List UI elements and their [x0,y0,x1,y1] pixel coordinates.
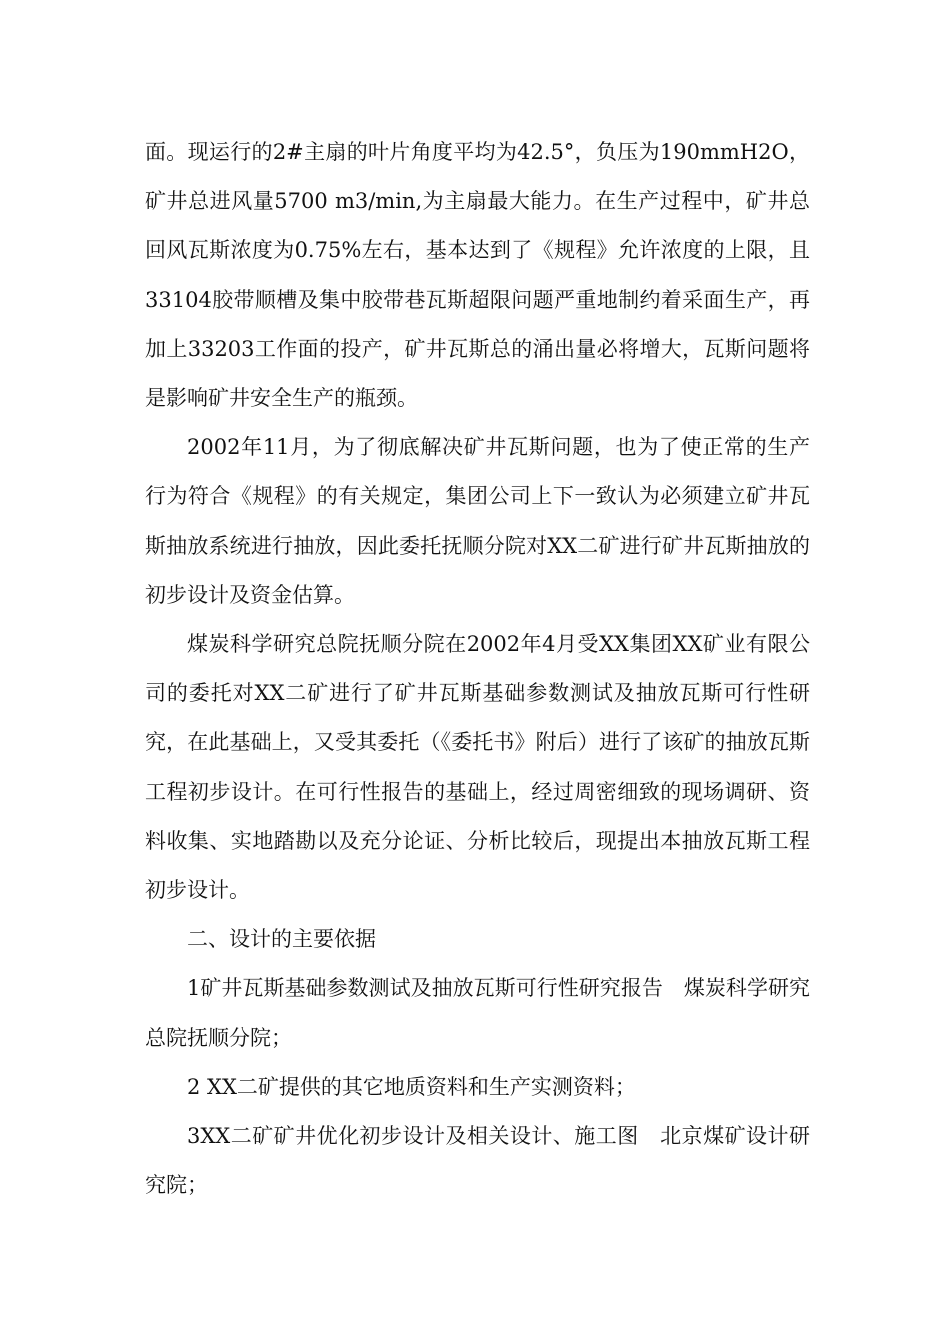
list-item-3: 3XX二矿矿井优化初步设计及相关设计、施工图 北京煤矿设计研究院； [145,1124,810,1198]
paragraph-2002-november: 2002年11月，为了彻底解决矿井瓦斯问题，也为了使正常的生产行为符合《规程》的有关规定，集团公司上下一致认为必须建立矿井瓦斯抽放系统进行抽放，因此委托抚顺分院对XX二矿进行矿井瓦斯抽放的初步设计及资金估算。 [145,435,810,607]
list-item-1: 1矿井瓦斯基础参数测试及抽放瓦斯可行性研究报告 煤炭科学研究总院抚顺分院； [145,976,810,1050]
paragraph-continuation: 面。现运行的2#主扇的叶片角度平均为42.5°，负压为190mmH2O，矿井总进风量5700 m3/min,为主扇最大能力。在生产过程中，矿井总回风瓦斯浓度为0.75%左右，基本达到了《规程》允许浓度的上限，且33104胶带顺槽及集中胶带巷瓦斯超限问题严重地制约着采面生产，再加上33203工作面的投产，矿井瓦斯总的涌出量必将增大，瓦斯问题将是影响矿井安全生产的瓶颈。 [145,140,810,411]
list-item-2: 2 XX二矿提供的其它地质资料和生产实测资料； [187,1074,636,1099]
paragraph-fushun-branch: 煤炭科学研究总院抚顺分院在2002年4月受XX集团XX矿业有限公司的委托对XX二矿进行了矿井瓦斯基础参数测试及抽放瓦斯可行性研究，在此基础上，又受其委托（《委托书》附后）进行了该矿的抽放瓦斯工程初步设计。在可行性报告的基础上，经过周密细致的现场调研、资料收集、实地踏勘以及充分论证、分析比较后，现提出本抽放瓦斯工程初步设计。 [145,632,810,903]
section-heading-design-basis: 二、设计的主要依据 [187,927,376,952]
body-text [145,128,810,1210]
